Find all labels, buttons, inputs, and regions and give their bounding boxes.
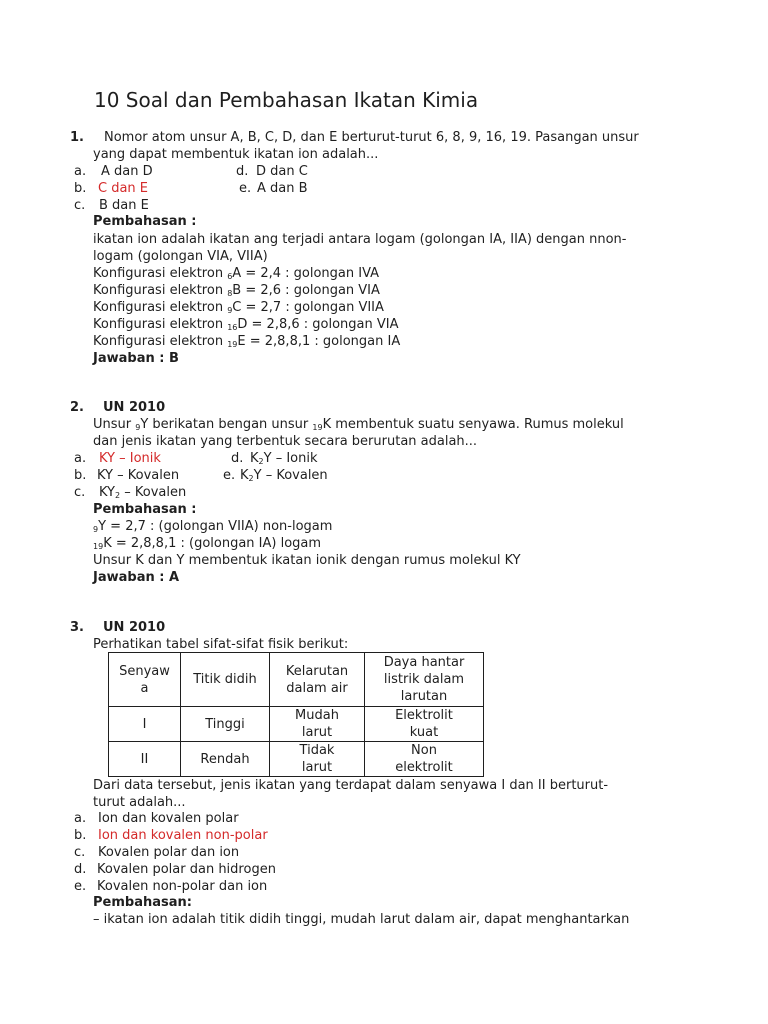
q2-option-e-letter: e. (223, 468, 236, 483)
q1-option-a: A dan D (101, 164, 153, 179)
q3-option-d: Kovalen polar dan hidrogen (97, 862, 276, 877)
q1-config-a: Konfigurasi elektron $_6$A = 2,4 : golongan IVA (93, 266, 380, 281)
q2-option-a-letter: a. (74, 451, 87, 466)
table-header-cell: Kelarutan dalam air (270, 653, 365, 707)
q1-option-e: A dan B (257, 181, 308, 196)
q3-option-a: Ion dan kovalen polar (98, 811, 239, 826)
q1-discussion-line-2: logam (golongan VIA, VIIA) (93, 249, 268, 264)
q3-option-c: Kovalen polar dan ion (98, 845, 240, 860)
table-cell: Tinggi (181, 707, 270, 742)
q2-option-b-letter: b. (74, 468, 87, 483)
q3-option-c-letter: c. (74, 845, 86, 860)
q2-heading: UN 2010 (103, 400, 166, 415)
table-header-row (109, 653, 484, 707)
q1-option-c-letter: c. (74, 198, 86, 213)
q3-discussion-line-1: – ikatan ion adalah titik didih tinggi, mudah larut dalam air, dapat menghantarkan (93, 912, 630, 927)
table-row (109, 742, 484, 777)
q2-number: 2. (70, 400, 84, 415)
q3-option-b-letter: b. (74, 828, 87, 843)
q1-config-d: Konfigurasi elektron $_{16}$D = 2,8,6 : golongan VIA (93, 317, 399, 332)
q1-number: 1. (70, 130, 84, 145)
q2-option-d: $K_2Y$ – Ionik (250, 451, 318, 466)
q1-option-e-letter: e. (239, 181, 252, 196)
q1-answer: Jawaban : B (93, 351, 179, 366)
q1-text-line-2: yang dapat membentuk ikatan ion adalah... (93, 147, 379, 162)
q2-option-e: $K_2Y$ – Kovalen (240, 468, 328, 483)
table-row (109, 707, 484, 742)
q2-option-c-letter: c. (74, 485, 86, 500)
q3-option-b-correct: Ion dan kovalen non-polar (98, 828, 268, 843)
q1-option-b-correct: C dan E (98, 181, 149, 196)
table-cell: Non elektrolit (365, 742, 484, 777)
table-cell: Mudah larut (270, 707, 365, 742)
q3-option-e-letter: e. (74, 879, 87, 894)
q3-option-e: Kovalen non-polar dan ion (97, 879, 268, 894)
table-cell: II (109, 742, 181, 777)
q2-option-d-letter: d. (231, 451, 244, 466)
q3-text-line-1: Dari data tersebut, jenis ikatan yang terdapat dalam senyawa I dan II berturut- (93, 778, 609, 793)
q2-option-b: KY – Kovalen (97, 468, 180, 483)
q1-option-a-letter: a. (74, 164, 87, 179)
q3-discussion-label: Pembahasan: (93, 895, 192, 910)
q2-discussion-line-2: $_{19}$K = 2,8,8,1 : (golongan IA) logam (93, 536, 322, 551)
table-cell: Rendah (181, 742, 270, 777)
q3-heading: UN 2010 (103, 620, 166, 635)
q1-text-line-1: Nomor atom unsur A, B, C, D, dan E berturut-turut 6, 8, 9, 16, 19. Pasangan unsur (104, 130, 639, 145)
q3-intro: Perhatikan tabel sifat-sifat fisik berikut: (93, 637, 349, 652)
q2-discussion-label: Pembahasan : (93, 502, 197, 517)
q3-number: 3. (70, 620, 84, 635)
document-title: 10 Soal dan Pembahasan Ikatan Kimia (94, 88, 479, 112)
table-cell: I (109, 707, 181, 742)
q2-discussion-line-1: $_9$Y = 2,7 : (golongan VIIA) non-logam (93, 519, 333, 534)
table-cell: Tidak larut (270, 742, 365, 777)
q1-option-d: D dan C (256, 164, 308, 179)
q3-option-d-letter: d. (74, 862, 87, 877)
q2-answer: Jawaban : A (93, 570, 180, 585)
q1-option-c: B dan E (99, 198, 149, 213)
q1-discussion-line-1: ikatan ion adalah ikatan ang terjadi antara logam (golongan IA, IIA) dengan nnon- (93, 232, 627, 247)
q2-discussion-line-3: Unsur K dan Y membentuk ikatan ionik dengan rumus molekul KY (93, 553, 521, 568)
q2-option-c: $KY_2$ – Kovalen (99, 485, 187, 500)
q2-text-line-1: Unsur $_9$Y berikatan bengan unsur $_{19}$K membentuk suatu senyawa. Rumus molekul (93, 417, 624, 432)
q1-config-b: Konfigurasi elektron $_8$B = 2,6 : golongan VIA (93, 283, 380, 298)
q1-config-c: Konfigurasi elektron $_9$C = 2,7 : golongan VIIA (93, 300, 384, 315)
table-header-cell: Senyaw a (109, 653, 181, 707)
table-header-cell: Daya hantar listrik dalam larutan (365, 653, 484, 707)
q3-text-line-2: turut adalah... (93, 795, 186, 810)
properties-table (108, 652, 484, 777)
q2-option-a-correct: KY – Ionik (99, 451, 161, 466)
q2-text-line-2: dan jenis ikatan yang terbentuk secara berurutan adalah... (93, 434, 478, 449)
q1-option-d-letter: d. (236, 164, 249, 179)
q1-option-b-letter: b. (74, 181, 87, 196)
table-cell: Elektrolit kuat (365, 707, 484, 742)
q1-config-e: Konfigurasi elektron $_{19}$E = 2,8,8,1 : golongan IA (93, 334, 401, 349)
q3-option-a-letter: a. (74, 811, 87, 826)
q1-discussion-label: Pembahasan : (93, 214, 197, 229)
table-header-cell: Titik didih (181, 653, 270, 707)
